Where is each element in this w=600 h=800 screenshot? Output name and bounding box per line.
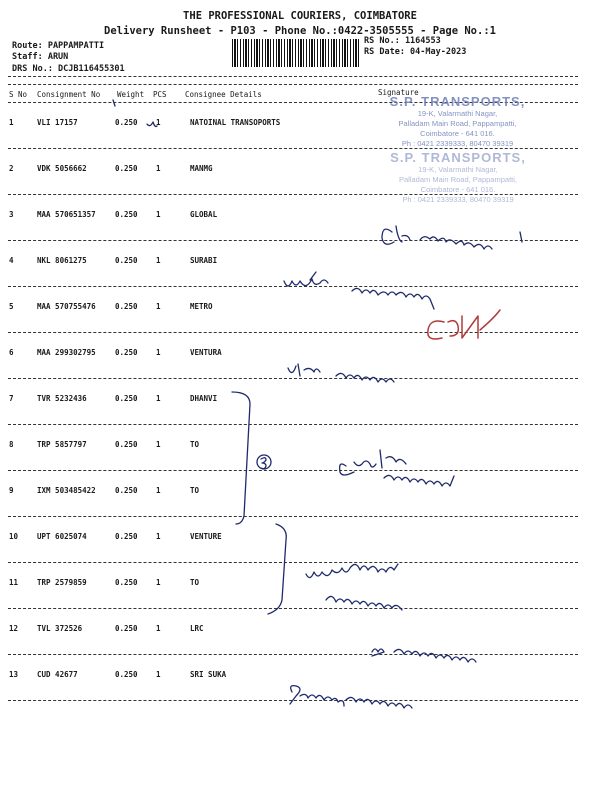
stamp-name: S.P. TRANSPORTS, [389, 94, 526, 109]
runsheet-title: Delivery Runsheet - P103 - Phone No.:0422-3505555 - Page No.:1 [104, 25, 496, 37]
row-pcs: 1 [156, 486, 161, 495]
row-consignee: DHANVI [190, 394, 218, 403]
row-sno: 4 [9, 256, 14, 265]
row-consignee: VENTURA [190, 348, 222, 357]
row-pcs: 1 [156, 670, 161, 679]
row-consignee: SRI SUKA [190, 670, 227, 679]
row-consignment: CUD 42677 [37, 670, 78, 679]
row-pcs: 1 [156, 532, 161, 541]
col-sno: S No [9, 90, 28, 99]
col-weight: Weight [117, 90, 145, 99]
row-weight: 0.250 [115, 348, 138, 357]
row-sno: 10 [9, 532, 19, 541]
row-consignment: IXM 503485422 [37, 486, 96, 495]
row-weight: 0.250 [115, 164, 138, 173]
row-consignee: GLOBAL [190, 210, 218, 219]
row-sno: 2 [9, 164, 14, 173]
stamp-line: Coimbatore - 641 016. [420, 185, 496, 194]
row-consignee: TO [190, 440, 200, 449]
row-pcs: 1 [156, 210, 161, 219]
row-sno: 11 [9, 578, 19, 587]
staff-label: Staff: ARUN [12, 52, 69, 62]
row-consignment: MAA 570755476 [37, 302, 96, 311]
row-sno: 1 [9, 118, 14, 127]
row-consignment: MAA 570651357 [37, 210, 96, 219]
row-weight: 0.250 [115, 670, 138, 679]
row-weight: 0.250 [115, 532, 138, 541]
row-consignment: TVR 5232436 [37, 394, 87, 403]
col-signature: Signature [378, 88, 419, 97]
row-consignment: NKL 8061275 [37, 256, 87, 265]
stamp-line: Palladam Main Road, Pappampatti, [399, 175, 517, 184]
row-consignee: SURABI [190, 256, 218, 265]
col-pcs: PCS [153, 90, 167, 99]
stamp-name: S.P. TRANSPORTS, [390, 150, 526, 165]
row-weight: 0.250 [115, 578, 138, 587]
row-weight: 0.250 [115, 256, 138, 265]
row-weight: 0.250 [115, 118, 138, 127]
row-weight: 0.250 [115, 486, 138, 495]
stamp-line: Coimbatore - 641 016. [420, 129, 495, 138]
rs-date: RS Date: 04-May-2023 [364, 47, 467, 57]
row-pcs: 1 [156, 624, 161, 633]
row-sno: 7 [9, 394, 14, 403]
row-consignee: METRO [190, 302, 213, 311]
col-consignee: Consignee Details [185, 90, 262, 99]
row-consignee: LRC [190, 624, 204, 633]
row-sno: 13 [9, 670, 19, 679]
row-sno: 8 [9, 440, 14, 449]
stamp-line: Palladam Main Road, Pappampatti, [398, 119, 517, 128]
row-sno: 9 [9, 486, 14, 495]
row-consignee: VENTURE [190, 532, 222, 541]
row-consignment: TVL 372526 [37, 624, 83, 633]
stamp-line: Ph : 0421 2339333, 80470 39319 [402, 195, 514, 204]
row-sno: 3 [9, 210, 14, 219]
row-consignment: TRP 5857797 [37, 440, 87, 449]
stamp-line: 19-K, Valarmathi Nagar, [417, 109, 498, 118]
row-sno: 5 [9, 302, 14, 311]
stamp-line: 19-K, Valarmathi Nagar, [418, 165, 498, 174]
row-sno: 6 [9, 348, 14, 357]
col-consignment: Consignment No [37, 90, 101, 99]
row-weight: 0.250 [115, 302, 138, 311]
company-title: THE PROFESSIONAL COURIERS, COIMBATORE [183, 10, 417, 22]
row-pcs: 1 [156, 348, 161, 357]
row-consignee: NATOINAL TRANSOPORTS [190, 118, 281, 127]
row-consignment: UPT 6025074 [37, 532, 87, 541]
rs-number: RS No.: 1164553 [364, 36, 441, 46]
row-sno: 12 [9, 624, 19, 633]
row-pcs: 1 [156, 394, 161, 403]
row-pcs: 1 [156, 118, 161, 127]
row-pcs: 1 [156, 164, 161, 173]
row-consignee: MANMG [190, 164, 213, 173]
row-consignment: VLI 17157 [37, 118, 78, 127]
row-pcs: 1 [156, 302, 161, 311]
row-pcs: 1 [156, 440, 161, 449]
row-consignment: TRP 2579859 [37, 578, 87, 587]
row-consignment: VDK 5056662 [37, 164, 87, 173]
stamp-line: Ph : 0421 2339333, 80470 39319 [401, 139, 514, 148]
route-label: Route: PAPPAMPATTI [12, 41, 105, 51]
drs-number: DRS No.: DCJB116455301 [12, 64, 125, 74]
row-consignment: MAA 299302795 [37, 348, 96, 357]
row-weight: 0.250 [115, 210, 138, 219]
row-consignee: TO [190, 486, 200, 495]
row-weight: 0.250 [115, 624, 138, 633]
row-weight: 0.250 [115, 440, 138, 449]
row-weight: 0.250 [115, 394, 138, 403]
row-pcs: 1 [156, 256, 161, 265]
row-pcs: 1 [156, 578, 161, 587]
row-consignee: TO [190, 578, 200, 587]
